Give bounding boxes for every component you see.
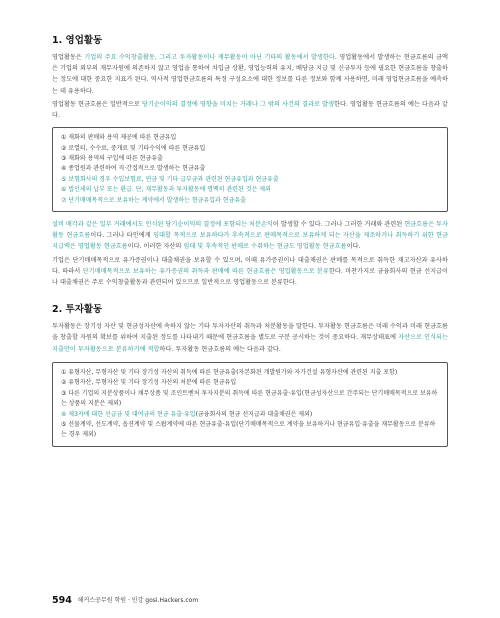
- example-item: [61, 175, 439, 185]
- paragraph-text: 하다. 투자활동 현금흐름의 예는 다음과 같다.: [159, 345, 281, 353]
- example-item-text: ④ 제3자에 대한 선급금 및 대여금의 현금 유출·유입: [61, 410, 196, 418]
- paragraph-text: 이다. 그러나 타인에게: [90, 232, 154, 240]
- paragraph-text: 영업활동 현금흐름은 일반적으로: [52, 100, 142, 108]
- example-item-text: ⑥ 법인세의 납부 또는 환급. 단, 재무활동과 투자활동에 명백히 관련된 것은 제외: [61, 186, 271, 194]
- example-item: [61, 185, 439, 195]
- highlighted-text: 임대할 목적으로 보유하다가 후속적으로 판매목적으로 보유하게 되는 자산을 제조하거나 취득하기 위한 현금 지급액은 영업활동 현금흐름: [52, 232, 448, 251]
- example-item-note: (금융회사의 현금 선지급과 대출채권은 제외): [195, 410, 313, 418]
- paragraph-text: . 영업활동에서 발생하는 현금흐름의 금액은 기업의 외부의 재무자원에 의존하지 않고 영업을 통하여 차입금 상환, 영업능력의 유지, 배당금 지급 및 신규투자 등에 필요한 현금흐름을 창출하는 정도에 대한 중요한 지표가 된다. 역사적 영업현금흐름의 특정 구성요소에 대한 정보를 다른 정보와 함께 사용하면, 미래 영업현금흐름을 예측하는 데 유용하다.: [52, 54, 449, 95]
- example-item-text: ① 재화의 판매와 용역 제공에 따른 현금유입: [61, 134, 177, 142]
- example-item-text: ② 로열티, 수수료, 중개료 및 기타수익에 따른 현금유입: [61, 144, 206, 152]
- example-item-text: ③ 재화와 용역의 구입에 따른 현금유출: [61, 155, 163, 163]
- highlighted-text: 설비 매각과 같은 일부 거래에서도 인식된 당기순이익의 결정에 포함되는 처분손익: [52, 221, 273, 229]
- example-item-text: ④ 종업원과 관련하여 직·간접적으로 발생하는 현금유출: [61, 165, 206, 173]
- section-2-para-1: [52, 321, 448, 355]
- paragraph-text: 기업은 단기매매목적으로 유가증권이나 대출채권을 보유할 수 있으며, 이때 유가증권이나 대출채권은 판매를 목적으로 취득한 재고자산과 유사하다. 따라서: [52, 256, 448, 275]
- paragraph-text: 한다. 마찬가지로 금융회사의 현금 선지급이나 대출채권은 주로 수익창출활동과 관련되어 있으므로 일반적으로 영업활동으로 분류한다.: [52, 267, 448, 287]
- highlighted-text: 당기순이익의 결정에 영향을 미치는 거래나 그 밖의 사건의 결과로 발생: [141, 100, 334, 108]
- investing-activities-examples-box: [52, 362, 448, 447]
- paragraph-text: 이 발생할 수 있다. 그러나 그러한 거래와 관련된: [272, 221, 405, 229]
- paragraph-text: 이다.: [346, 243, 361, 251]
- example-item-text: ⑤ 선물계약, 선도계약, 옵션계약 및 스왑계약에 따른 현금유출·유입(단기매매목적으로 계약을 보유하거나 현금유입·유출을 재무활동으로 분류하는 경우 제외): [61, 420, 436, 439]
- example-item-text: ⑦ 단기매매목적으로 보유하는 계약에서 발생하는 현금유입과 현금유출: [61, 196, 246, 204]
- page-footer: [52, 595, 198, 606]
- highlighted-text: 임대 및 후속적인 판매로 수취하는 현금도 영업활동 현금흐름: [183, 243, 347, 251]
- operating-activities-examples-box: [52, 127, 448, 212]
- section-1-para-2: [52, 99, 448, 121]
- section-1-heading: 1. 영업활동: [52, 35, 103, 46]
- highlighted-text: 기업의 주요 수익창출활동, 그리고 투자활동이나 재무활동이 아닌 기타의 활동에서 발생한다: [84, 54, 335, 61]
- example-item: [61, 378, 439, 388]
- example-item: [61, 164, 439, 174]
- example-item-text: ② 유형자산, 무형자산 및 기타 장기성 자산의 처분에 따른 현금유입: [61, 379, 237, 387]
- paragraph-text: 이다. 이러한 자산의: [127, 243, 184, 251]
- highlighted-text: 현금흐름은 투자활동 현금흐름: [52, 221, 449, 240]
- example-item: [61, 154, 439, 164]
- paragraph-text: 영업활동은: [52, 54, 85, 61]
- example-item-text: ① 유형자산, 무형자산 및 기타 장기성 자산의 취득에 따른 현금유출(자본화된 개발원가와 자가건설 유형자산에 관련된 지출 포함): [61, 368, 398, 376]
- example-item: [61, 368, 439, 378]
- section-1-para-3: [52, 219, 448, 253]
- page-number: 594: [52, 595, 72, 606]
- section-1-para-1: [52, 52, 448, 97]
- paragraph-text: 한다. 영업활동 현금흐름의 예는 다음과 같다.: [52, 100, 448, 120]
- example-item: [61, 389, 439, 410]
- example-item: [61, 420, 439, 441]
- example-item-text: ⑤ 보험회사의 경우 수입보험료, 연금 및 기타 급부금과 관련된 현금유입과 현금유출: [61, 175, 279, 183]
- section-1-para-4: [52, 255, 448, 289]
- page-content: [52, 32, 448, 454]
- highlighted-text: 단기매매목적으로 보유하는 유가증권의 취득과 판매에 따른 현금흐름은 영업활동으로 분류: [82, 267, 329, 275]
- footer-book-title: 해커스공무원 학원 · 인강 gosi.Hackers.com: [77, 597, 199, 604]
- example-item: [61, 410, 439, 420]
- paragraph-text: 투자활동은 장기성 자산 및 현금성자산에 속하지 않는 기타 투자자산의 취득과 처분활동을 말한다. 투자활동 현금흐름은 미래 수익과 미래 현금흐름을 창출할 자원의 확보를 위하여 지출된 정도를 나타내기 때문에 현금흐름을 별도로 구분 공시하는 것이 중요하다. 재무상태표에: [52, 323, 448, 342]
- example-item-text: ③ 다른 기업의 지분상품이나 채무상품 및 조인트벤처 투자지분의 취득에 따른 현금유출·유입(현금성자산으로 간주되는 단기매매목적으로 보유하는 상품의 지분은 제외): [61, 389, 438, 408]
- highlighted-text: 자산으로 인식되는 지출만이 투자활동으로 분류하기에 적합: [52, 334, 448, 353]
- example-item: [61, 133, 439, 143]
- section-2-heading: 2. 투자활동: [52, 304, 103, 316]
- example-item: [61, 196, 439, 206]
- example-item: [61, 144, 439, 154]
